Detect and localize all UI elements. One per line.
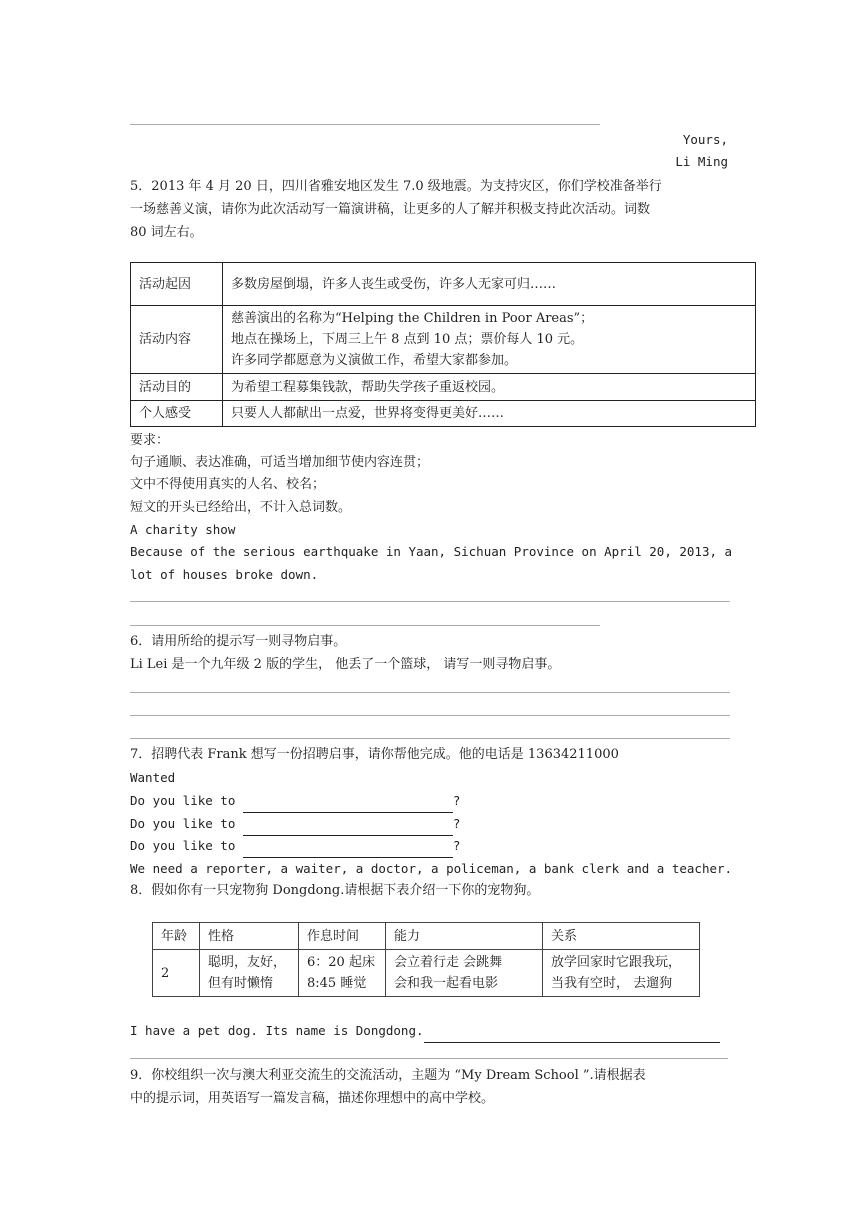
- q5-prompt-line2: 一场慈善义演，请你为此次活动写一篇演讲稿，让更多的人了解并积极支持此次活动。词数: [130, 202, 651, 217]
- q7-fill-line: Do you like to ?: [130, 813, 460, 836]
- writing-line: [130, 715, 730, 716]
- essay-start-line2: lot of houses broke down.: [130, 567, 319, 582]
- q5-activity-table: [130, 262, 756, 427]
- table-row: [131, 306, 756, 374]
- q6-prompt: 6．请用所给的提示写一则寻物启事。: [130, 634, 347, 649]
- row-label: 个人感受: [131, 401, 223, 427]
- table-row: [131, 401, 756, 427]
- requirement-item: 文中不得使用真实的人名、校名；: [130, 477, 326, 492]
- header-cell: 性格: [200, 923, 299, 950]
- q7-title: Wanted: [130, 770, 176, 785]
- q6-detail: Li Lei 是一个九年级 2 版的学生， 他丢了一个篮球， 请写一则寻物启事。: [130, 657, 561, 672]
- row-label: 活动内容: [131, 306, 223, 374]
- q5-prompt-line1: 5．2013 年 4 月 20 日，四川省雅安地区发生 7.0 级地震。为支持灾区，你们学校准备举行: [130, 179, 662, 194]
- row-label: 活动目的: [131, 374, 223, 401]
- row-content: 只要人人都献出一点爱，世界将变得更美好……: [223, 401, 756, 427]
- cell: 6：20 起床 8:45 睡觉: [299, 950, 386, 997]
- letter-signature: Li Ming: [675, 154, 728, 169]
- cell: 聪明，友好， 但有时懒惰: [200, 950, 299, 997]
- answer-blank[interactable]: [424, 1020, 720, 1043]
- q5-prompt-line3: 80 词左右。: [130, 225, 203, 240]
- header-cell: 作息时间: [299, 923, 386, 950]
- writing-line: [130, 738, 730, 739]
- cell: 会立着行走 会跳舞 会和我一起看电影: [386, 950, 543, 997]
- requirement-item: 短文的开头已经给出，不计入总词数。: [130, 500, 352, 515]
- q7-fill-line: Do you like to ?: [130, 835, 460, 858]
- essay-start-line1: Because of the serious earthquake in Yaan, Sichuan Province on April 20, 2013, a: [130, 544, 733, 559]
- writing-line: [130, 625, 600, 626]
- essay-title: A charity show: [130, 522, 236, 537]
- answer-blank[interactable]: [243, 813, 453, 836]
- cell: 2: [153, 950, 200, 997]
- writing-line: [130, 692, 730, 693]
- writing-line: [130, 1058, 728, 1059]
- writing-line: [130, 124, 600, 125]
- table-row: [153, 950, 700, 997]
- row-label: 活动起因: [131, 263, 223, 306]
- table-row: [131, 263, 756, 306]
- answer-blank[interactable]: [243, 790, 453, 813]
- requirement-item: 句子通顺、表达准确，可适当增加细节使内容连贯；: [130, 455, 430, 470]
- answer-blank[interactable]: [243, 835, 453, 858]
- q8-start: I have a pet dog. Its name is Dongdong.: [130, 1020, 720, 1043]
- row-content: 为希望工程募集钱款，帮助失学孩子重返校园。: [223, 374, 756, 401]
- row-content: 多数房屋倒塌，许多人丧生或受伤，许多人无家可归……: [223, 263, 756, 306]
- q8-prompt: 8．假如你有一只宠物狗 Dongdong.请根据下表介绍一下你的宠物狗。: [130, 883, 540, 898]
- header-cell: 年龄: [153, 923, 200, 950]
- q9-prompt-line1: 9．你校组织一次与澳大利亚交流生的交流活动，主题为 “My Dream School ”.请根据表: [130, 1068, 646, 1083]
- requirements-title: 要求：: [130, 433, 170, 448]
- cell: 放学回家时它跟我玩， 当我有空时， 去遛狗: [543, 950, 700, 997]
- q7-closing: We need a reporter, a waiter, a doctor, a policeman, a bank clerk and a teacher.: [130, 861, 733, 876]
- q7-prompt: 7．招聘代表 Frank 想写一份招聘启事，请你帮他完成。他的电话是 13634211000: [130, 747, 619, 762]
- q9-prompt-line2: 中的提示词，用英语写一篇发言稿，描述你理想中的高中学校。: [130, 1091, 495, 1106]
- letter-closing: Yours,: [682, 132, 728, 147]
- table-header-row: [153, 923, 700, 950]
- header-cell: 关系: [543, 923, 700, 950]
- q7-fill-line: Do you like to ?: [130, 790, 460, 813]
- row-content: 慈善演出的名称为“Helping the Children in Poor Areas”； 地点在操场上，下周三上午 8 点到 10 点；票价每人 10 元。 许多同学都愿意为义演做工作，希望大家都参加。: [223, 306, 756, 374]
- table-row: [131, 374, 756, 401]
- header-cell: 能力: [386, 923, 543, 950]
- writing-line: [130, 601, 730, 602]
- q8-pet-table: [152, 922, 700, 997]
